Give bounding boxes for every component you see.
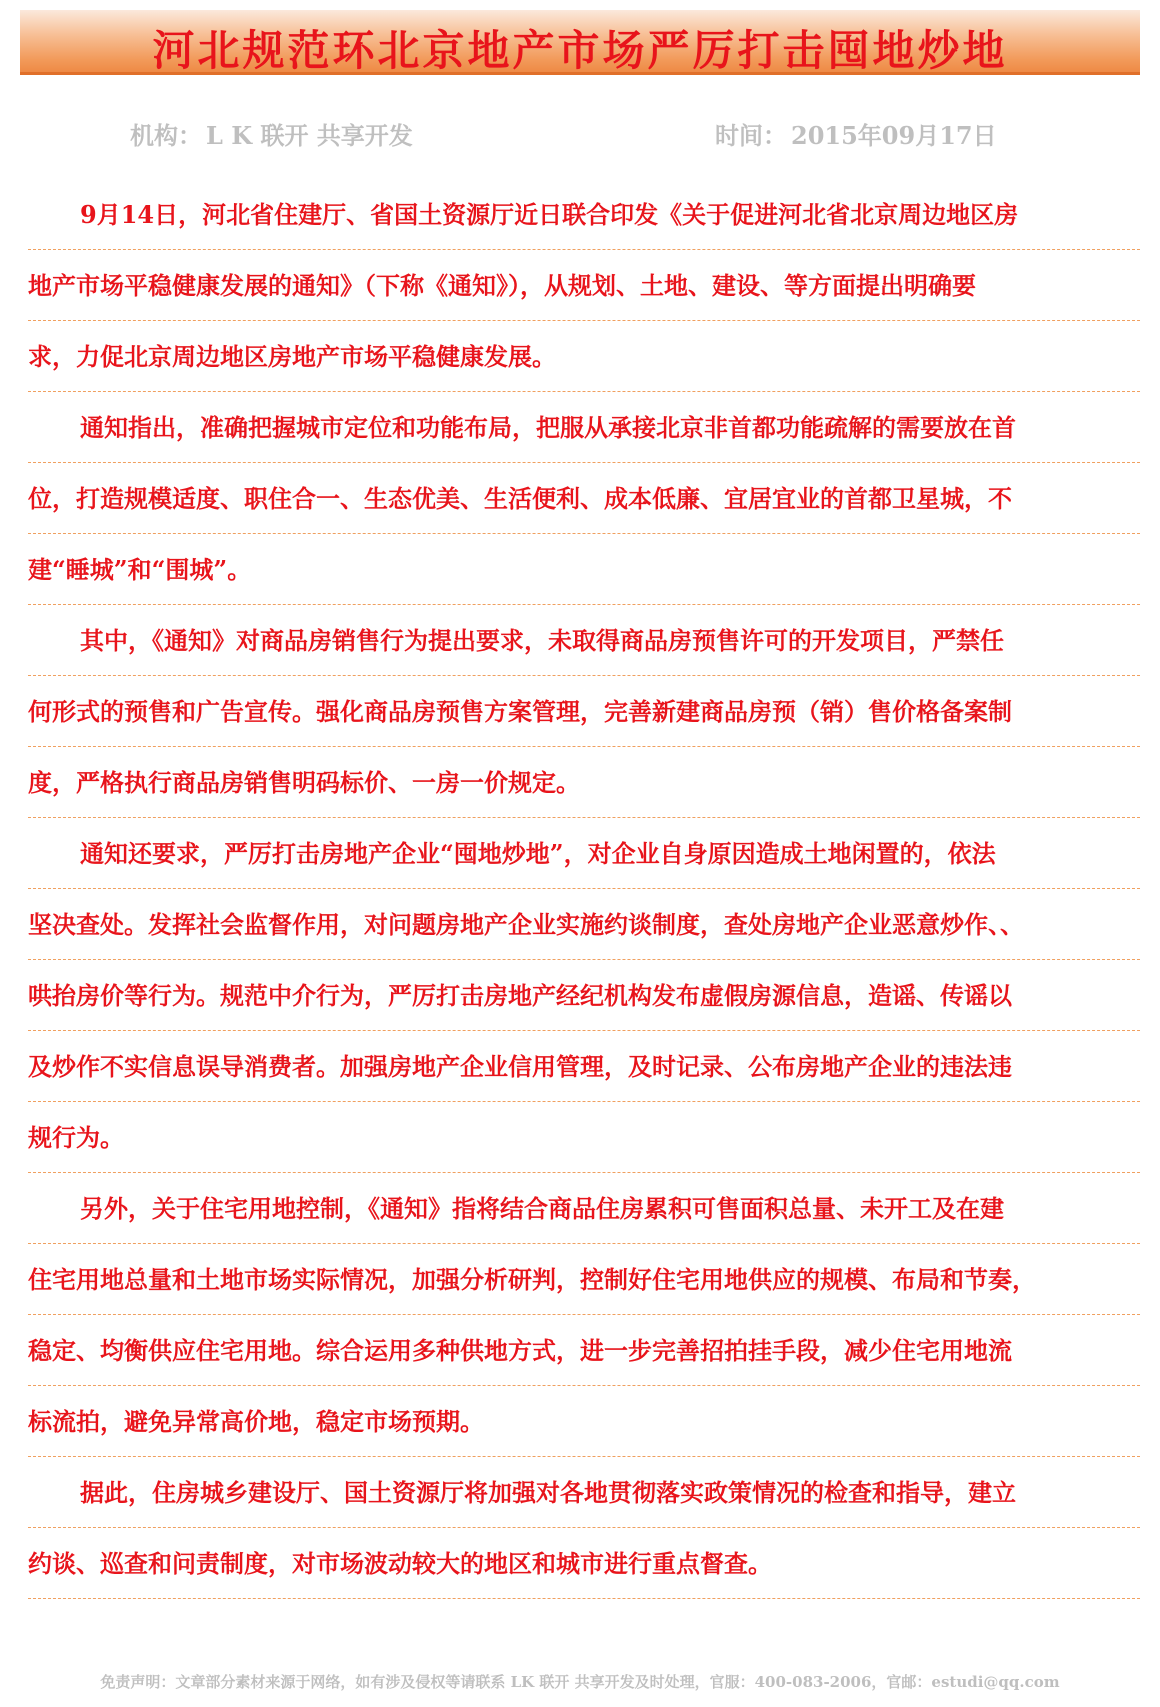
organization-label: 机构： (130, 121, 202, 150)
article-line: 及炒作不实信息误导消费者。加强房地产企业信用管理，及时记录、公布房地产企业的违法违 (28, 1031, 1140, 1102)
article-line: 坚决查处。发挥社会监督作用，对问题房地产企业实施约谈制度，查处房地产企业恶意炒作、、 (28, 889, 1140, 960)
article-line: 稳定、均衡供应住宅用地。综合运用多种供地方式，进一步完善招拍挂手段，减少住宅用地流 (28, 1315, 1140, 1386)
footer-disclaimer: 免责声明：文章部分素材来源于网络，如有涉及侵权等请联系 LK 联开 共享开发及时处理，官服：400-083-2006，官邮：estudi@qq.com (100, 1673, 1060, 1691)
article-line: 据此，住房城乡建设厅、国土资源厅将加强对各地贯彻落实政策情况的检查和指导，建立 (28, 1457, 1140, 1528)
article-line: 另外，关于住宅用地控制，《通知》指将结合商品住房累积可售面积总量、未开工及在建 (28, 1173, 1140, 1244)
article-line: 哄抬房价等行为。规范中介行为，严厉打击房地产经纪机构发布虚假房源信息，造谣、传谣以 (28, 960, 1140, 1031)
article-line: 位，打造规模适度、职住合一、生态优美、生活便利、成本低廉、宜居宜业的首都卫星城，不 (28, 463, 1140, 534)
article-line: 其中，《通知》对商品房销售行为提出要求，未取得商品房预售许可的开发项目，严禁任 (28, 605, 1140, 676)
article-line: 标流拍，避免异常高价地，稳定市场预期。 (28, 1386, 1140, 1457)
article-line: 地产市场平稳健康发展的通知》（下称《通知》），从规划、土地、建设、等方面提出明确要 (28, 250, 1140, 321)
article-line: 度，严格执行商品房销售明码标价、一房一价规定。 (28, 747, 1140, 818)
time-value: 2015年09月17日 (791, 121, 997, 150)
article-line: 求，力促北京周边地区房地产市场平稳健康发展。 (28, 321, 1140, 392)
title-banner (20, 10, 1140, 75)
meta-row (0, 110, 1160, 150)
organization (130, 116, 413, 151)
page-title: 河北规范环北京地产市场严厉打击囤地炒地 (152, 26, 1008, 75)
organization-value: L K 联开 共享开发 (206, 121, 413, 150)
time-label: 时间： (715, 121, 787, 150)
article-line: 住宅用地总量和土地市场实际情况，加强分析研判，控制好住宅用地供应的规模、布局和节奏， (28, 1244, 1140, 1315)
article-line: 何形式的预售和广告宣传。强化商品房预售方案管理，完善新建商品房预（销）售价格备案制 (28, 676, 1140, 747)
article-line: 规行为。 (28, 1102, 1140, 1173)
article-line: 建“睡城”和“围城”。 (28, 534, 1140, 605)
article-line: 9月14日，河北省住建厅、省国土资源厅近日联合印发《关于促进河北省北京周边地区房 (28, 179, 1140, 250)
article-line: 通知还要求，严厉打击房地产企业“囤地炒地”，对企业自身原因造成土地闲置的，依法 (28, 818, 1140, 889)
publish-time (715, 116, 997, 151)
article-body (28, 179, 1140, 1599)
article-line: 通知指出，准确把握城市定位和功能布局，把服从承接北京非首都功能疏解的需要放在首 (28, 392, 1140, 463)
article-line: 约谈、巡查和问责制度，对市场波动较大的地区和城市进行重点督查。 (28, 1528, 1140, 1599)
